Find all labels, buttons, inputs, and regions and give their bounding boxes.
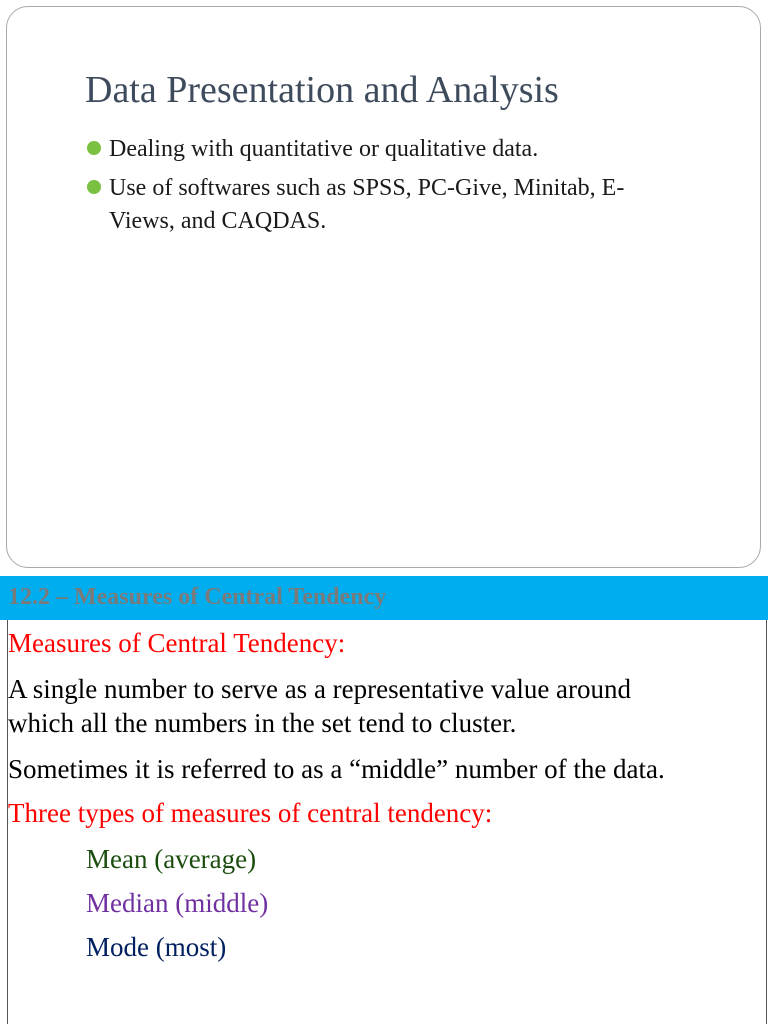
types-heading: Three types of measures of central tendency: (8, 798, 493, 828)
slide-title: Data Presentation and Analysis (85, 69, 559, 111)
type-median: Median (middle) (86, 888, 269, 918)
slide-2-body (7, 620, 767, 1024)
type-mode: Mode (most) (86, 932, 227, 962)
green-bullet-icon (87, 180, 101, 194)
bullet-text-line-2: Views, and CAQDAS. (109, 208, 327, 234)
subtitle: Measures of Central Tendency: (8, 628, 346, 658)
bullet-list (85, 133, 725, 244)
green-bullet-icon (87, 141, 101, 155)
definition-line-2: which all the numbers in the set tend to cluster. (8, 708, 517, 738)
section-header-bar (0, 576, 768, 620)
section-header-title: 12.2 – Measures of Central Tendency (8, 584, 387, 610)
bullet-text: Dealing with quantitative or qualitative data. (109, 136, 539, 162)
definition-line-1: A single number to serve as a representative value around (8, 674, 632, 704)
bullet-item-data-types (85, 133, 725, 166)
slide-1 (6, 6, 761, 568)
bullet-item-software (85, 172, 725, 238)
slide-2 (0, 576, 768, 1024)
middle-note: Sometimes it is referred to as a “middle” number of the data. (8, 754, 665, 784)
type-mean: Mean (average) (86, 844, 257, 874)
bullet-text-line-1: Use of softwares such as SPSS, PC-Give, Minitab, E- (109, 175, 625, 201)
